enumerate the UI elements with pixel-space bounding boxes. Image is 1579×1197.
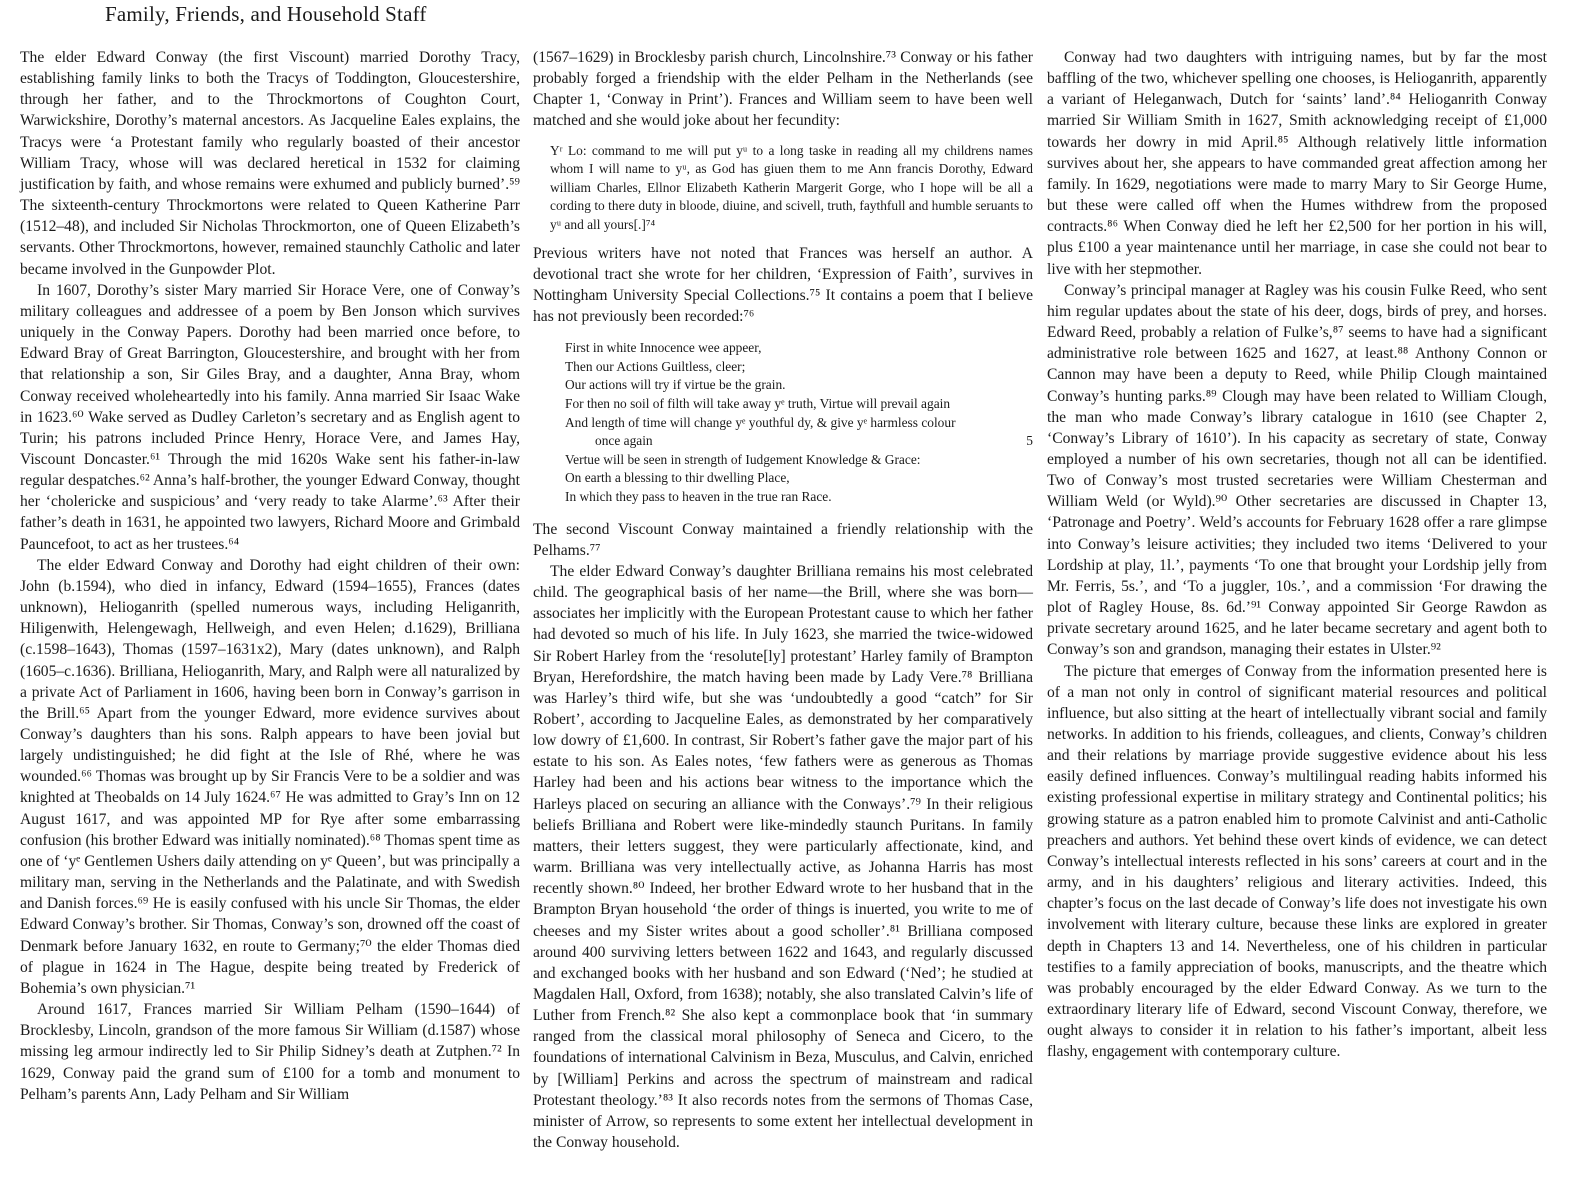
block-quote: Yʳ Lo: command to me will put yᵘ to a long taske in reading all my childrens names whom I will name to yᵘ, as God has giuen them to me Ann francis Dorothy, Edward william Charles, Ellnor Elizabeth Katherin Margerit Gorge, who I hope will be all a cording to there duty in bloode, diuine, and scivell, truth, faythfull and humble seruants to yᵘ and all yours[.]⁷⁴ xyxy=(550,142,1033,232)
poem-line: On earth a blessing to thir dwelling Place, xyxy=(565,470,790,486)
text-column-1 xyxy=(20,47,520,1105)
poem-line: For then no soil of filth will take away yᵉ truth, Virtue will prevail again xyxy=(565,396,951,411)
poem xyxy=(565,339,1033,506)
poem-line-text: once again xyxy=(595,433,653,449)
paragraph: In 1607, Dorothy’s sister Mary married Sir Horace Vere, one of Conway’s military colleagues and addressee of a poem by Ben Jonson which survives uniquely in the Conway Papers. Dorothy had been married once before, to Edward Bray of Great Barrington, Gloucestershire, and brought with her from that relationship a son, Sir Giles Bray, and a daughter, Anna Bray, whom Conway received wholeheartedly into his family. Anna married Sir Isaac Wake in 1623.⁶⁰ Wake served as Dudley Carleton’s secretary and as English agent to Turin; his patrons included Prince Henry, Horace Vere, and James Hay, Viscount Doncaster.⁶¹ Through the mid 1620s Wake sent his father-in-law regular despatches.⁶² Anna’s half-brother, the younger Edward Conway, thought her ‘cholericke and suspicious’ and ‘very ready to take Alarme’.⁶³ After their father’s death in 1631, he appointed two lawyers, Richard Moore and Grimbald Pauncefoot, to act as her trustees.⁶⁴ xyxy=(20,281,520,553)
paragraph: The second Viscount Conway maintained a friendly relationship with the Pelhams.⁷⁷ xyxy=(533,520,1033,559)
poem-line: And length of time will change yᵉ youthful dy, & give yᵉ harmless colour xyxy=(565,414,956,430)
poem-line: Vertue will be seen in strength of Iudgement Knowledge & Grace: xyxy=(565,451,921,467)
paragraph: The picture that emerges of Conway from the information presented here is of a man not only in control of significant material resources and political influence, but also sitting at the heart of intellectually vibrant social and family networks. In addition to his friends, colleagues, and clients, Conway’s children and their relations by marriage provide suggestive evidence about his less easily defined influences. Conway’s multilingual reading habits informed his existing professional expertise in military strategy and Continental politics; his growing stature as a patron enabled him to promote Calvinist and anti-Catholic preachers and authors. Yet behind these overt kinds of evidence, we can detect Conway’s intellectual interests reflected in his sons’ careers at court and in the army, and in his daughters’ religious and literary activities. Indeed, this chapter’s focus on the last decade of Conway’s life does not investigate his own involvement with literary culture, because these links are explored in greater depth in Chapters 13 and 14. Nevertheless, one of his children in particular testifies to a family appreciation of books, manuscripts, and the theatre which was probably encouraged by the elder Edward Conway. As we turn to the extraordinary literary life of Edward, second Viscount Conway, therefore, we ought always to consider it in relation to his father’s important, albeit less flashy, engagement with contemporary culture. xyxy=(1047,662,1547,1061)
paragraph: The elder Edward Conway (the first Viscount) married Dorothy Tracy, establishing family links to both the Tracys of Toddington, Gloucestershire, through her father, and to the Throckmortons of Coughton Court, Warwickshire, Dorothy’s maternal ancestors. As Jacqueline Eales explains, the Tracys were ‘a Protestant family who regularly boasted of their ancestor William Tracy, whose will was declared heretical in 1532 for claiming justification by faith, and whose remains were exhumed and publicly burned’.⁵⁹ The sixteenth-century Throckmortons were related to Queen Katherine Parr (1512–48), and included Sir Nicholas Throckmorton, one of Queen Elizabeth’s servants. Other Throckmortons, however, remained staunchly Catholic and later became involved in the Gunpowder Plot. xyxy=(20,49,520,278)
poem-line-number: 5 xyxy=(1026,433,1033,449)
paragraph: The elder Edward Conway’s daughter Brilliana remains his most celebrated child. The geographical basis of her name—the Brill, where she was born—associates her implicitly with the European Protestant cause to which her father had devoted so much of his life. In July 1623, she married the twice-widowed Sir Robert Harley from the ‘resolute[ly] protestant’ Harley family of Brampton Bryan, Herefordshire, the match having been made by Lady Vere.⁷⁸ Brilliana was Harley’s third wife, but she was ‘undoubtedly a good “catch” for Sir Robert’, according to Jacqueline Eales, as demonstrated by her comparatively low dowry of £1,600. In contrast, Sir Robert’s father gave the major part of his estate to his son. As Eales notes, ‘few fathers were as generous as Thomas Harley had been and his actions bear witness to the importance which the Harleys placed on securing an alliance with the Conways’.⁷⁹ In their religious beliefs Brilliana and Robert were like-mindedly staunch Puritans. In family matters, their letters suggest, they were particularly affectionate, kind, and warm. Brilliana was very intellectually active, as Johanna Harris has most recently shown.⁸⁰ Indeed, her brother Edward wrote to her husband that in the Brampton Bryan household ‘the order of things is inuerted, you write to me of cheeses and my Sister writes about a good scholler’.⁸¹ Brilliana composed around 400 surviving letters between 1622 and 1643, and regularly discussed and exchanged books with her husband and son Edward (‘Ned’; he studied at Magdalen Hall, Oxford, from 1638); notably, she also translated Calvin’s life of Luther from French.⁸² She also kept a commonplace book that ‘in summary ranged from the classical moral philosophy of Seneca and Cicero, to the foundations of international Calvinism in Beza, Musculus, and Calvin, enriched by [William] Perkins and across the spectrum of mainstream and radical Protestant theology.’⁸³ It also records notes from the sermons of Thomas Case, minister of Arrow, so represents to some extent her intellectual development in the Conway household. xyxy=(533,562,1033,1152)
poem-line-continuation xyxy=(565,432,1033,451)
paragraph: (1567–1629) in Brocklesby parish church, Lincolnshire.⁷³ Conway or his father probably forged a friendship with the elder Pelham in the Netherlands (see Chapter 1, ‘Conway in Print’). Frances and William seem to have been well matched and she would joke about her fecundity: xyxy=(533,49,1033,130)
paragraph: Previous writers have not noted that Frances was herself an author. A devotional tract she wrote for her children, ‘Expression of Faith’, survives in Nottingham University Special Collections.⁷⁵ It contains a poem that I believe has not previously been recorded:⁷⁶ xyxy=(533,244,1033,326)
poem-line: In which they pass to heaven in the true ran Race. xyxy=(565,488,832,504)
text-column-3 xyxy=(1047,47,1547,1063)
poem-line: Our actions will try if virtue be the grain. xyxy=(565,377,786,393)
poem-line: First in white Innocence wee appeer, xyxy=(565,340,762,356)
paragraph: Conway’s principal manager at Ragley was his cousin Fulke Reed, who sent him regular updates about the state of his deer, dogs, birds of prey, and horses. Edward Reed, probably a relation of Fulke’s,⁸⁷ seems to have had a significant administrative role between 1625 and 1627, at least.⁸⁸ Anthony Connon or Cannon may have been a deputy to Reed, while Philip Clough maintained Conway’s hunting parks.⁸⁹ Clough may have been related to William Clough, the man who made Conway’s library catalogue in 1610 (see Chapter 2, ‘Conway’s Library of 1610’). In his capacity as secretary of state, Conway employed a number of his own secretaries, though not all can be identified. Two of Conway’s most trusted secretaries were William Chesterman and William Weld (or Wyld).⁹⁰ Other secretaries are discussed in Chapter 13, ‘Patronage and Poetry’. Weld’s accounts for February 1628 offer a rare glimpse into Conway’s leisure activities; they included two items ‘Delivered to your Lordship at play, 1l.’, payments ‘To one that brought your Lordship jelly from Mr. Ferris, 5s.’, and ‘To a juggler, 10s.’, and a commission ‘For drawing the plot of Ragley House, 8s. 6d.’⁹¹ Conway appointed Sir George Rawdon as private secretary around 1625, and he later became secretary and agent both to Conway’s son and grandson, managing their estates in Ulster.⁹² xyxy=(1047,281,1547,659)
running-header: Family, Friends, and Household Staff xyxy=(105,2,427,26)
paragraph: Conway had two daughters with intriguing names, but by far the most baffling of the two, whichever spelling one chooses, is Helioganrith, apparently a variant of Heleganwach, Dutch for ‘saints’ land’.⁸⁴ Helioganrith Conway married Sir William Smith in 1627, Smith acknowledging receipt of £1,000 towards her dowry in mid April.⁸⁵ Although relatively little information survives about her, she appears to have commanded great affection among her family. In 1629, negotiations were made to marry Mary to Sir George Hume, but these were called off when the Humes withdrew from the proposed contracts.⁸⁶ When Conway died he left her £2,500 for her portion in his will, plus £100 a year maintenance until her marriage, in case she could not bear to live with her stepmother. xyxy=(1047,49,1547,278)
poem-line: Then our Actions Guiltless, cleer; xyxy=(565,358,746,374)
text-column-2 xyxy=(533,47,1033,1153)
paragraph: Around 1617, Frances married Sir William Pelham (1590–1644) of Brocklesby, Lincoln, grandson of the more famous Sir William (d.1587) whose missing leg armour indirectly led to Sir Philip Sidney’s death at Zutphen.⁷² In 1629, Conway paid the grand sum of £100 for a tomb and monument to Pelham’s parents Ann, Lady Pelham and Sir William xyxy=(20,1001,520,1103)
paragraph: The elder Edward Conway and Dorothy had eight children of their own: John (b.1594), who died in infancy, Edward (1594–1655), Frances (dates unknown), Helioganrith (spelled numerous ways, including Heliganrith, Hiligenwith, Helengewagh, Hellweigh, and even Helen; d.1629), Brilliana (c.1598–1643), Thomas (1597–1631x2), Mary (dates unknown), and Ralph (1605–c.1636). Brilliana, Helioganrith, Mary, and Ralph were all naturalized by a private Act of Parliament in 1606, having been born in Conway’s garrison in the Brill.⁶⁵ Apart from the younger Edward, more evidence survives about Conway’s daughters than his sons. Ralph appears to have been jovial but largely undistinguished; he did fight at the Isle of Rhé, where he was wounded.⁶⁶ Thomas was brought up by Sir Francis Vere to be a soldier and was knighted at Theobalds on 14 July 1624.⁶⁷ He was admitted to Gray’s Inn on 12 August 1617, and was appointed MP for Rye after some embarrassing confusion (his brother Edward was initially nominated).⁶⁸ Thomas spent time as one of ‘yᵉ Gentlemen Ushers daily attending on yᵉ Queen’, but was principally a military man, serving in the Netherlands and the Palatinate, and with Swedish and Danish forces.⁶⁹ He is easily confused with his uncle Sir Thomas, the elder Edward Conway’s brother. Sir Thomas, Conway’s son, drowned off the coast of Denmark before January 1632, en route to Germany;⁷⁰ the elder Thomas died of plague in 1624 in The Hague, despite being treated by Frederick of Bohemia’s own physician.⁷¹ xyxy=(20,556,520,997)
